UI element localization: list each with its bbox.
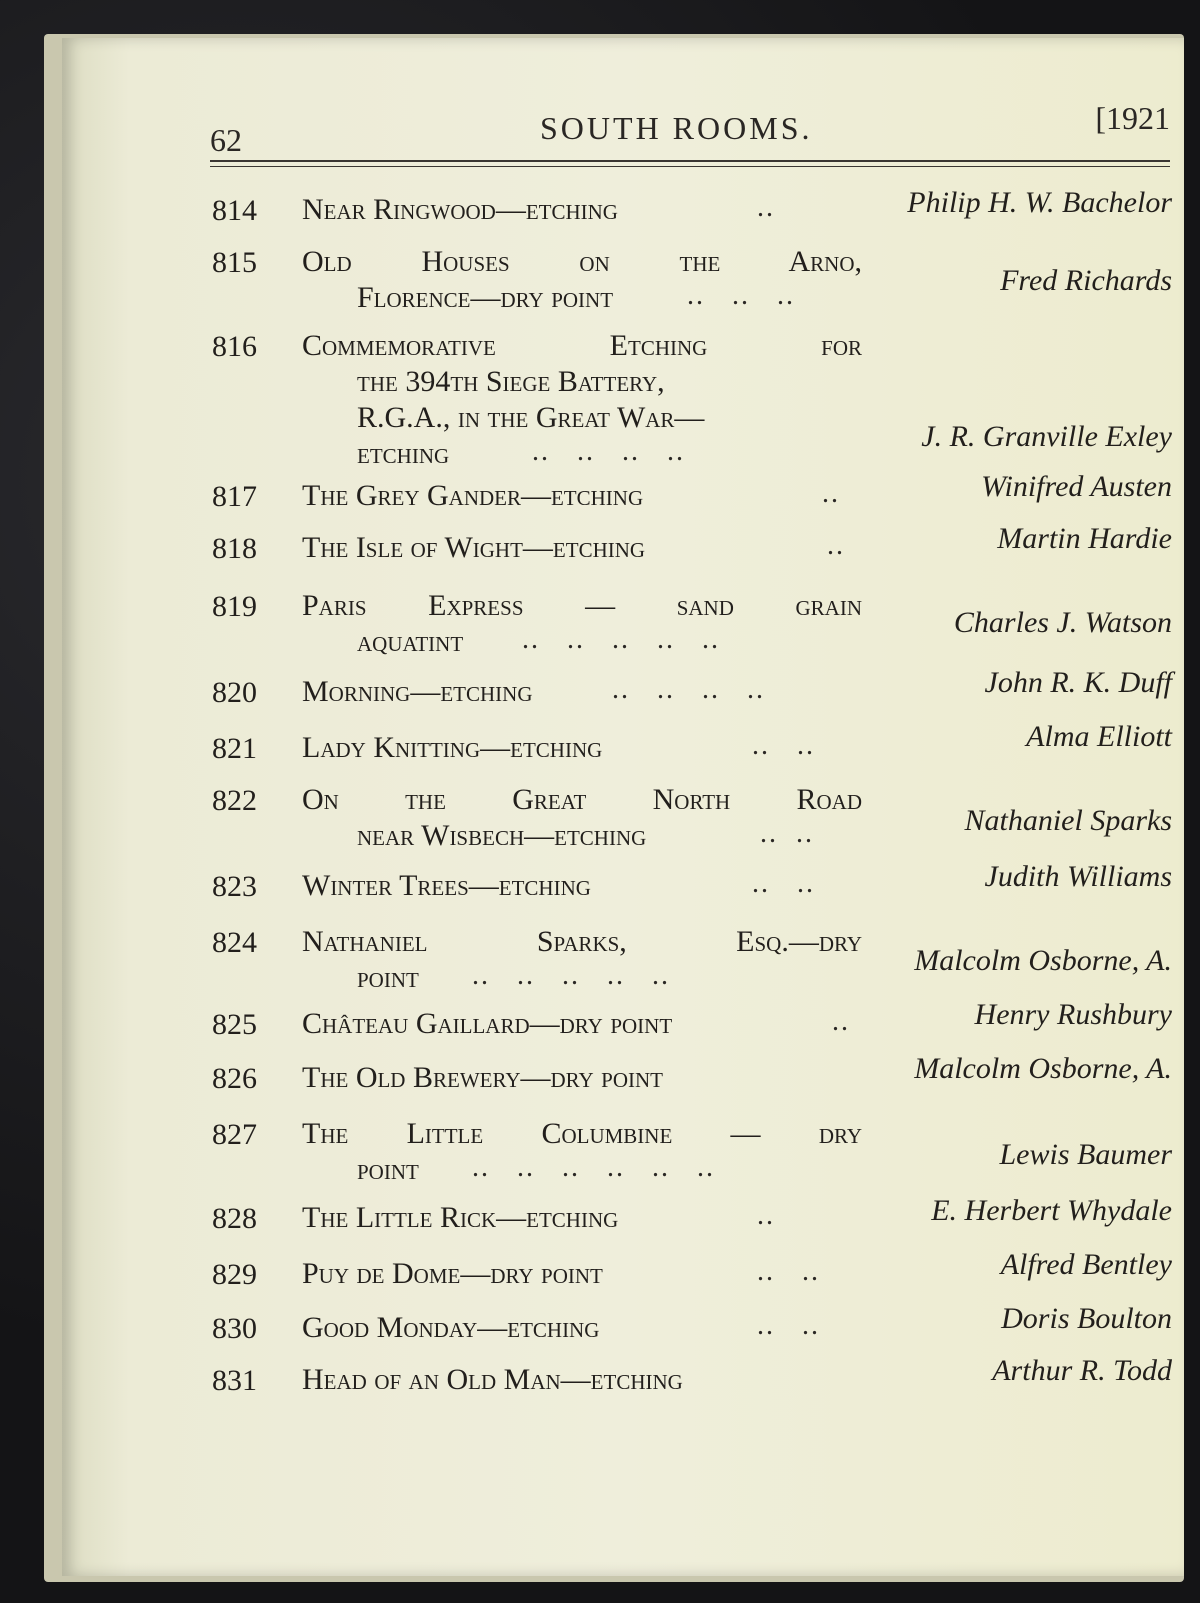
leader-dots: .. <box>832 1006 850 1037</box>
entry-number: 828 <box>212 1202 257 1235</box>
entry-artist: Doris Boulton <box>1001 1302 1172 1335</box>
leader-dots: .. <box>757 1200 775 1231</box>
entry-artist: Alma Elliott <box>1026 720 1172 753</box>
leader-dots: .. <box>822 478 840 509</box>
year-mark: [1921 <box>1095 100 1170 136</box>
leader-dots: .. <box>757 192 775 223</box>
entry-title: The Little Columbine — dry <box>302 1117 862 1150</box>
entry-artist: Arthur R. Todd <box>992 1354 1172 1387</box>
entry-title: Winter Trees—etching <box>302 869 591 902</box>
entry-number: 831 <box>212 1364 257 1397</box>
entry-title-continued: Florence—dry point <box>357 281 614 314</box>
entry-title-continued: point <box>357 1153 419 1186</box>
entry-title: Good Monday—etching <box>302 1311 600 1344</box>
entry-artist: Malcolm Osborne, A. <box>914 944 1172 977</box>
entry-number: 830 <box>212 1312 257 1345</box>
entry-artist: Martin Hardie <box>997 522 1172 555</box>
entry-number: 821 <box>212 732 257 765</box>
entry-title: The Grey Gander—etching <box>302 479 644 512</box>
entry-artist: Charles J. Watson <box>953 606 1172 639</box>
entry-number: 817 <box>212 480 257 513</box>
entry-title: Lady Knitting—etching <box>302 731 603 764</box>
entry-title-continued: aquatint <box>357 625 464 658</box>
entry-artist: E. Herbert Whydale <box>931 1194 1172 1227</box>
entry-number: 824 <box>212 926 257 959</box>
header-rule-thin <box>210 166 1170 167</box>
entry-title-continued: point <box>357 961 419 994</box>
entry-title: Old Houses on the Arno, <box>302 245 862 278</box>
entry-title: The Isle of Wight—etching <box>302 531 646 564</box>
entry-title: Morning—etching <box>302 675 533 708</box>
leader-dots: .. .. <box>760 818 814 849</box>
leader-dots: .. .. .. .. .. <box>472 960 670 991</box>
leader-dots: .. .. <box>757 1256 820 1287</box>
entry-number: 826 <box>212 1062 257 1095</box>
leader-dots: .. .. <box>752 868 815 899</box>
entry-artist: J. R. Granville Exley <box>921 420 1172 453</box>
entry-title-continued: etching <box>357 437 450 470</box>
entry-title: Nathaniel Sparks, Esq.—dry <box>302 925 862 958</box>
entry-number: 815 <box>212 246 257 279</box>
leader-dots: .. .. .. <box>687 280 795 311</box>
entry-title: On the Great North Road <box>302 783 862 816</box>
entry-artist: Philip H. W. Bachelor <box>907 186 1172 219</box>
running-head <box>210 100 1170 160</box>
entry-artist: Lewis Baumer <box>999 1138 1172 1171</box>
entry-title: Head of an Old Man—etching <box>302 1363 683 1396</box>
section-title: SOUTH ROOMS. <box>540 110 813 146</box>
header-rule <box>210 160 1170 162</box>
entry-title: The Little Rick—etching <box>302 1201 619 1234</box>
entry-title: The Old Brewery—dry point <box>302 1061 663 1094</box>
entry-artist: Winifred Austen <box>981 470 1172 503</box>
entry-title-continued: near Wisbech—etching <box>357 819 647 852</box>
entry-title: Commemorative Etching for <box>302 329 862 362</box>
entry-number: 819 <box>212 590 257 623</box>
leader-dots: .. .. .. .. .. .. <box>472 1152 715 1183</box>
entry-title: Paris Express — sand grain <box>302 589 862 622</box>
leader-dots: .. .. .. .. <box>532 436 685 467</box>
entry-number: 825 <box>212 1008 257 1041</box>
entry-number: 818 <box>212 532 257 565</box>
entry-title-continued: R.G.A., in the Great War— <box>357 401 705 434</box>
entry-artist: Malcolm Osborne, A. <box>914 1052 1172 1085</box>
entry-artist: John R. K. Duff <box>984 666 1172 699</box>
entry-title: Near Ringwood—etching <box>302 193 618 226</box>
entry-title-continued: the 394th Siege Battery, <box>357 365 665 398</box>
entry-artist: Nathaniel Sparks <box>964 804 1172 837</box>
entry-number: 814 <box>212 194 257 227</box>
leader-dots: .. <box>827 530 845 561</box>
entry-number: 823 <box>212 870 257 903</box>
entry-artist: Alfred Bentley <box>1000 1248 1172 1281</box>
leader-dots: .. .. <box>757 1310 820 1341</box>
entry-artist: Henry Rushbury <box>974 998 1172 1031</box>
entry-number: 827 <box>212 1118 257 1151</box>
entry-title: Puy de Dome—dry point <box>302 1257 603 1290</box>
entry-number: 829 <box>212 1258 257 1291</box>
leader-dots: .. .. <box>752 730 815 761</box>
entry-artist: Fred Richards <box>1000 264 1172 297</box>
leader-dots: .. .. .. .. <box>612 674 765 705</box>
page-number: 62 <box>210 122 242 158</box>
entry-number: 822 <box>212 784 257 817</box>
entry-number: 820 <box>212 676 257 709</box>
entry-title: Château Gaillard—dry point <box>302 1007 673 1040</box>
leader-dots: .. .. .. .. .. <box>522 624 720 655</box>
entry-artist: Judith Williams <box>984 860 1172 893</box>
entry-number: 816 <box>212 330 257 363</box>
